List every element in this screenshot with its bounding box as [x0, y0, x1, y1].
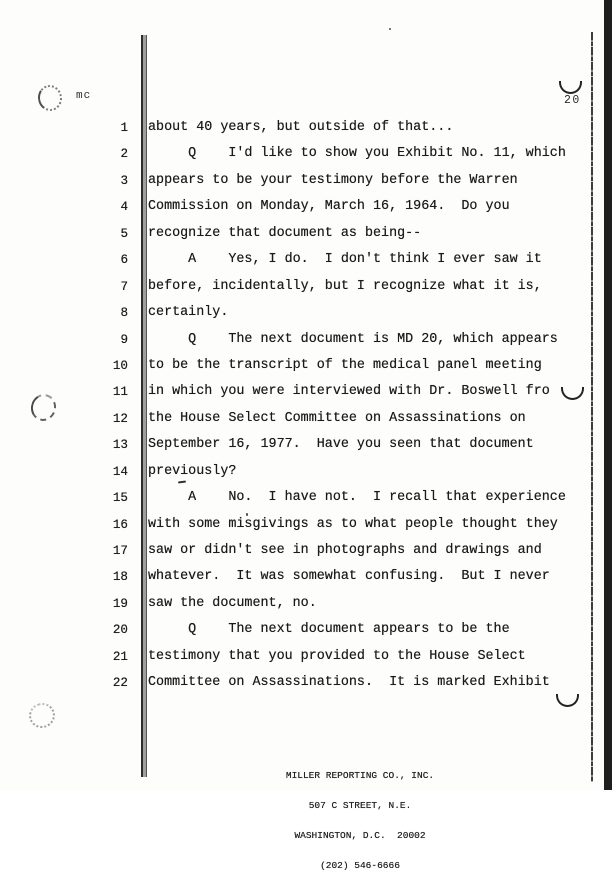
- transcript-line: [0, 115, 612, 141]
- transcript-line: [0, 274, 612, 300]
- line-number: 22: [112, 676, 128, 691]
- transcript-line: [0, 670, 612, 696]
- line-text: whatever. It was somewhat confusing. But I never: [148, 569, 550, 585]
- line-number: 12: [112, 411, 128, 426]
- line-number: 13: [112, 438, 128, 453]
- line-number: 18: [112, 570, 128, 585]
- line-number: 11: [112, 385, 128, 400]
- transcript-line: [0, 168, 612, 194]
- line-text: A No. I have not. I recall that experience: [148, 490, 566, 506]
- transcript-line: [0, 644, 612, 670]
- line-number: 20: [112, 623, 128, 638]
- line-text: to be the transcript of the medical panel meeting: [148, 357, 542, 373]
- transcript-line: [0, 379, 612, 405]
- binding-hole-icon: [26, 700, 58, 732]
- line-number: 17: [112, 544, 128, 558]
- clip-mark-icon: [559, 81, 582, 94]
- transcript-line: [0, 194, 612, 220]
- footer-line: (202) 546-6666: [320, 860, 400, 871]
- scan-speck: [389, 28, 391, 30]
- line-text: before, incidentally, but I recognize what it is,: [148, 278, 542, 294]
- line-text: with some misgivings as to what people thought they: [148, 516, 558, 532]
- line-number: 4: [120, 200, 128, 215]
- line-text: A Yes, I do. I don't think I ever saw it: [148, 252, 542, 268]
- line-text: Q The next document is MD 20, which appears: [148, 331, 558, 347]
- transcript-line: [0, 327, 612, 353]
- transcript-line: [0, 485, 612, 511]
- line-text: recognize that document as being--: [148, 225, 422, 241]
- line-text: in which you were interviewed with Dr. Boswell fro: [148, 384, 550, 400]
- page-number: 20: [564, 94, 581, 107]
- line-number: 1: [120, 121, 128, 135]
- transcript-line: [0, 221, 612, 247]
- transcript-line: [0, 591, 612, 617]
- transcript-line: [0, 564, 612, 590]
- transcript-body: [0, 115, 612, 697]
- line-number: 10: [112, 358, 128, 373]
- line-number: 16: [112, 517, 128, 532]
- line-number: 5: [120, 226, 128, 241]
- transcript-line: [0, 353, 612, 379]
- line-number: 15: [112, 491, 128, 506]
- transcript-line: [0, 538, 612, 564]
- line-number: 6: [120, 253, 128, 268]
- line-number: 7: [120, 279, 128, 294]
- footer-line: WASHINGTON, D.C. 20002: [294, 830, 426, 841]
- typist-initials: mc: [76, 90, 92, 102]
- line-text: September 16, 1977. Have you seen that document: [148, 437, 534, 453]
- line-number: 14: [112, 464, 128, 479]
- line-text: Commission on Monday, March 16, 1964. Do you: [148, 199, 510, 215]
- transcript-line: [0, 459, 612, 485]
- line-text: saw or didn't see in photographs and drawings and: [148, 543, 542, 558]
- line-text: certainly.: [148, 305, 229, 321]
- transcript-line: [0, 300, 612, 326]
- transcript-line: [0, 617, 612, 643]
- transcript-line: [0, 432, 612, 458]
- footer-line: 507 C STREET, N.E.: [308, 800, 412, 811]
- line-number: 21: [112, 649, 128, 664]
- line-text: Committee on Assassinations. It is marked Exhibit: [148, 675, 550, 691]
- line-text: about 40 years, but outside of that...: [148, 120, 454, 135]
- line-text: appears to be your testimony before the Warren: [148, 172, 518, 188]
- line-text: the House Select Committee on Assassinations on: [148, 410, 526, 426]
- transcript-line: [0, 406, 612, 432]
- line-number: 19: [112, 596, 128, 611]
- footer-line: MILLER REPORTING CO., INC.: [285, 770, 435, 781]
- transcript-line: [0, 247, 612, 273]
- line-text: previously?: [148, 463, 237, 479]
- line-number: 2: [120, 147, 128, 162]
- reporter-footer: [240, 751, 480, 891]
- binding-hole-icon: [36, 83, 64, 113]
- line-number: 3: [120, 173, 128, 188]
- line-text: Q The next document appears to be the: [148, 622, 510, 638]
- line-text: testimony that you provided to the House Select: [148, 648, 526, 664]
- line-text: saw the document, no.: [148, 595, 317, 611]
- line-number: 9: [120, 332, 128, 347]
- transcript-line: [0, 512, 612, 538]
- line-text: Q I'd like to show you Exhibit No. 11, which: [148, 146, 566, 162]
- line-number: 8: [120, 306, 128, 321]
- transcript-line: [0, 141, 612, 167]
